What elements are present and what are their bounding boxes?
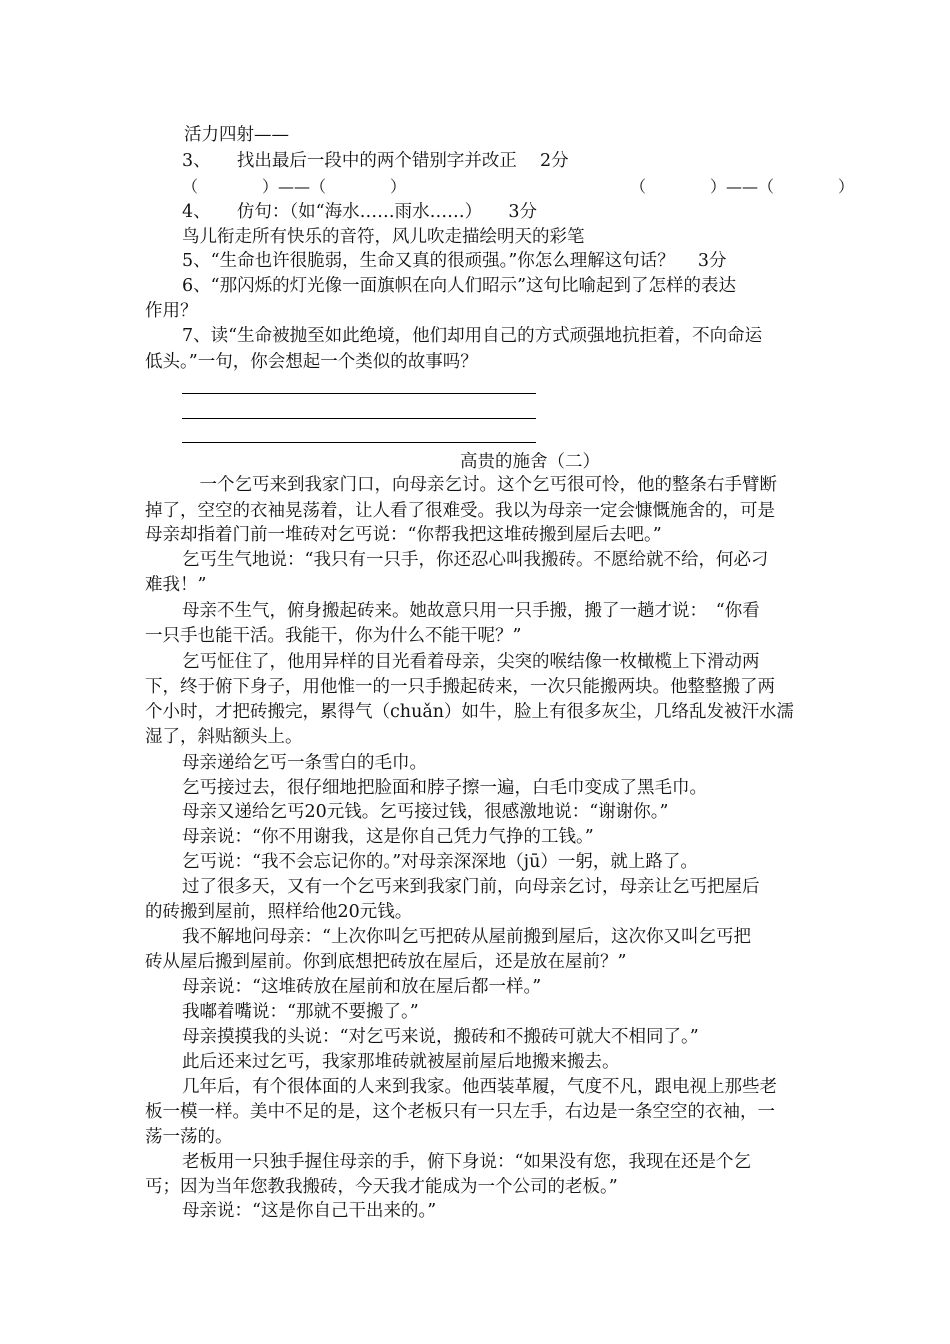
passage-line: 乞丐怔住了，他用异样的目光看着母亲，尖突的喉结像一枚橄榄上下滑动两 xyxy=(182,652,760,672)
passage-line: 板一模一样。美中不足的是，这个老板只有一只左手，右边是一条空空的衣袖，一 xyxy=(145,1102,775,1122)
passage-line: 老板用一只独手握住母亲的手，俯下身说：“如果没有您，我现在还是个乞 xyxy=(182,1152,751,1172)
passage-line: 乞丐生气地说：“我只有一只手，你还忍心叫我搬砖。不愿给就不给，何必刁 xyxy=(182,550,769,570)
passage-line: 母亲不生气，俯身搬起砖来。她故意只用一只手搬，搬了一趟才说： “你看 xyxy=(182,601,760,621)
passage-line: 的砖搬到屋前，照样给他20元钱。 xyxy=(145,902,413,922)
passage-line: 母亲却指着门前一堆砖对乞丐说：“你帮我把这堆砖搬到屋后去吧。” xyxy=(145,525,662,545)
question-7-line-2: 低头。”一句，你会想起一个类似的故事吗？ xyxy=(145,352,478,372)
question-6-line-1: 6、“那闪烁的灯光像一面旗帜在向人们昭示”这句比喻起到了怎样的表达 xyxy=(182,276,737,296)
passage-line: 难我！” xyxy=(145,575,207,595)
answer-line-3 xyxy=(182,442,536,443)
passage-line: 此后还来过乞丐，我家那堆砖就被屋前屋后地搬来搬去。 xyxy=(182,1052,620,1072)
passage-line: 一只手也能干活。我能干，你为什么不能干呢？” xyxy=(145,626,522,646)
passage-title: 高贵的施舍（二） xyxy=(460,452,600,472)
passage-line: 我不解地问母亲：“上次你叫乞丐把砖从屋前搬到屋后，这次你又叫乞丐把 xyxy=(182,927,751,947)
passage-line: 湿了，斜贴额头上。 xyxy=(145,727,303,747)
question-4: 4、 仿句：（如“海水……雨水……） 3分 xyxy=(182,202,537,222)
passage-line: 个小时，才把砖搬完，累得气（chuǎn）如牛，脸上有很多灰尘，几络乱发被汗水濡 xyxy=(145,702,795,722)
passage-line: 母亲说：“这堆砖放在屋前和放在屋后都一样。” xyxy=(182,977,542,997)
answer-line-2 xyxy=(182,418,536,419)
question-7-line-1: 7、读“生命被抛至如此绝境，他们却用自己的方式顽强地抗拒着，不向命运 xyxy=(182,326,763,346)
question-5: 5、“生命也许很脆弱，生命又真的很顽强。”你怎么理解这句话？ 3分 xyxy=(182,251,727,271)
passage-line: 下，终于俯下身子，用他惟一的一只手搬起砖来，一次只能搬两块。他整整搬了两 xyxy=(145,677,775,697)
question-3-blanks: （ ）——（ ） （ ）——（ ） xyxy=(182,177,855,196)
passage-line: 乞丐接过去，很仔细地把脸面和脖子擦一遍，白毛巾变成了黑毛巾。 xyxy=(182,778,707,798)
question-3: 3、 找出最后一段中的两个错别字并改正 2分 xyxy=(182,151,569,171)
question-6-line-2: 作用？ xyxy=(145,301,198,321)
passage-line: 过了很多天，又有一个乞丐来到我家门前，向母亲乞讨，母亲让乞丐把屋后 xyxy=(182,877,760,897)
passage-line: 母亲说：“这是你自己干出来的。” xyxy=(182,1201,437,1221)
passage-line: 砖从屋后搬到屋前。你到底想把砖放在屋后，还是放在屋前？” xyxy=(145,952,627,972)
passage-line: 我嘟着嘴说：“那就不要搬了。” xyxy=(182,1002,419,1022)
passage-line: 几年后，有个很体面的人来到我家。他西装革履，气度不凡，跟电视上那些老 xyxy=(182,1077,777,1097)
passage-line: 母亲摸摸我的头说：“对乞丐来说，搬砖和不搬砖可就大不相同了。” xyxy=(182,1027,699,1047)
passage-line: 母亲递给乞丐一条雪白的毛巾。 xyxy=(182,753,427,773)
answer-line-1 xyxy=(182,393,536,394)
passage-line: 母亲又递给乞丐20元钱。乞丐接过钱，很感激地说：“谢谢你。” xyxy=(182,802,669,822)
passage-line: 乞丐说：“我不会忘记你的。”对母亲深深地（jū）一躬，就上路了。 xyxy=(182,852,698,872)
passage-line: 母亲说：“你不用谢我，这是你自己凭力气挣的工钱。” xyxy=(182,827,594,847)
passage-line: 丐；因为当年您教我搬砖，今天我才能成为一个公司的老板。” xyxy=(145,1177,618,1197)
question-4-example: 鸟儿衔走所有快乐的音符，风儿吹走描绘明天的彩笔 xyxy=(182,227,585,247)
question-lead: 活力四射—— xyxy=(184,125,289,145)
passage-line: 掉了，空空的衣袖晃荡着，让人看了很难受。我以为母亲一定会慷慨施舍的，可是 xyxy=(145,501,775,521)
passage-line: 一个乞丐来到我家门口，向母亲乞讨。这个乞丐很可怜，他的整条右手臂断 xyxy=(182,475,777,495)
passage-line: 荡一荡的。 xyxy=(145,1127,233,1147)
